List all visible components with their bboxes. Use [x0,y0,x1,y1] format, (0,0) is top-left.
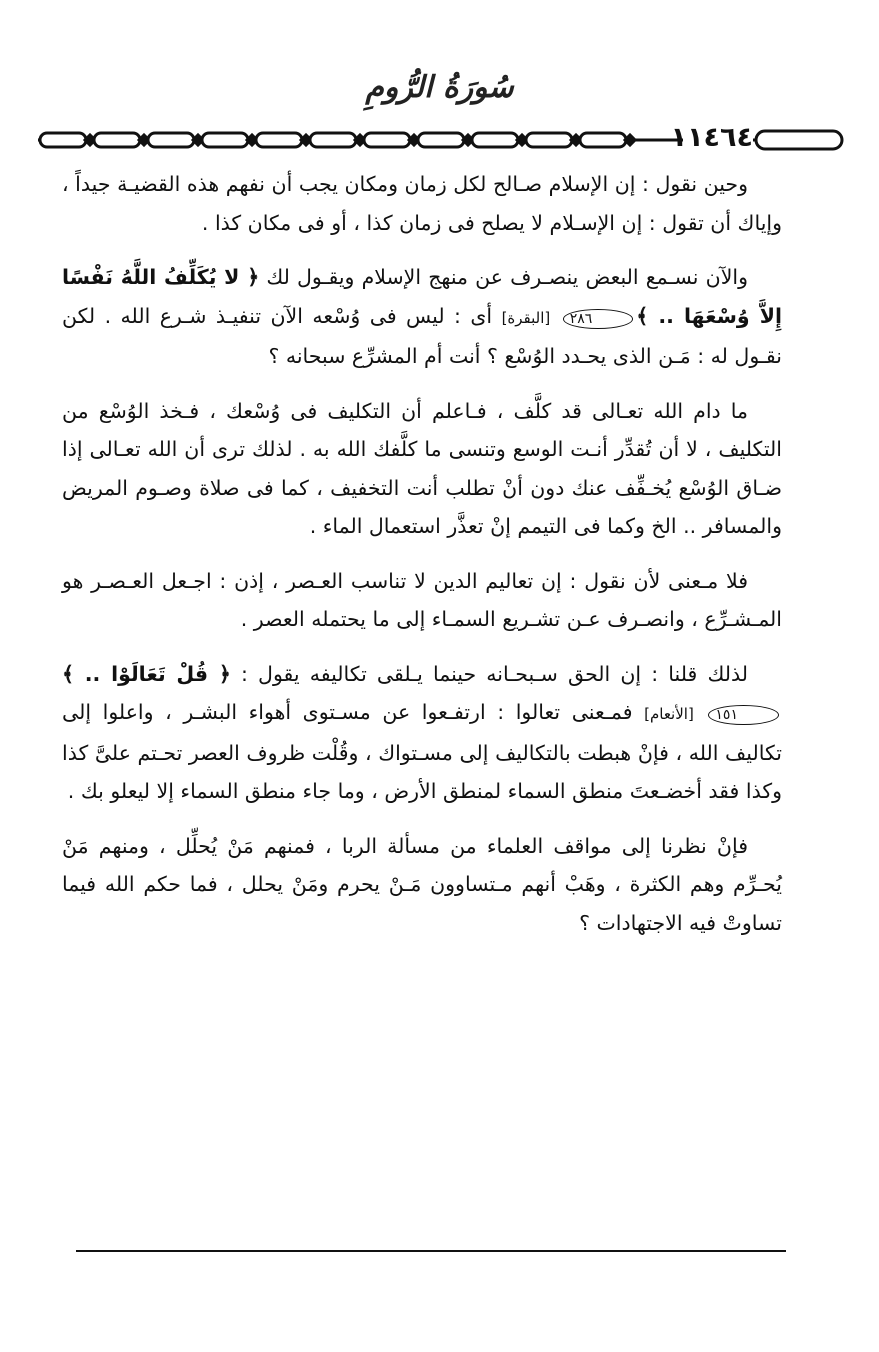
main-text [62,165,782,958]
chain-link [40,133,86,147]
surah-reference: [الأنعام] [644,705,694,723]
paragraph-text: فمـعنى تعالوا : ارتفـعوا عن مسـتوى أهواء البشـر ، واعلوا إلى تكاليف الله ، فإنْ هبطت بالتكاليف إلى مسـتواك ، وقُلْت ظروف العصر تحـتم علىَّ كذا وكذا فقد أخضـعتَ منطق السماء لمنطق الأرض ، وما جاء منطق السماء إلا ليعلو بك . [62,700,782,803]
page-number: ١١٤٦٤ [683,118,753,158]
surah-reference: [البقرة] [501,308,551,327]
paragraph-text: ما دام الله تعـالى قد كلَّف ، فـاعلم أن التكليف فى وُسْعك ، فـخذ الوُسْع من التكليف ، لا أن تُقدِّر أنـت الوسع وتنسى ما كلَّفك الله به . لذلك ترى أن الله تعـالى إذا ضـاق الوُسْع يُخـفِّف عنك دون أنْ تطلب أنت التخفيف ، كما فى صلاة وصـوم المريض والمسافر .. الخ وكما فى التيمم إنْ تعذَّر استعمال الماء . [62,398,782,538]
chain-link [202,133,248,147]
chain-link [418,133,464,147]
chain-link [472,133,518,147]
quran-verse: ﴿ قُلْ تَعَالَوْا .. ﴾ [62,661,231,686]
paragraph [62,258,782,376]
paragraph-text: والآن نسـمع البعض ينصـرف عن منهج الإسلام ويقـول لك [259,265,748,289]
footer-rule [76,1250,786,1252]
chain-link [256,133,302,147]
chain-link [526,133,572,147]
ayah-number: ٢٨٦ [563,309,634,329]
chain-link [310,133,356,147]
paragraph [62,165,782,242]
quran-verse: ﴿ لا يُكَلِّفُ اللَّهُ نَفْسًا إِلاَّ وُسْعَهَا .. ﴾ [62,265,782,328]
paragraph [62,562,782,639]
ayah-number: ١٥١ [708,705,779,725]
paragraph-text: فإنْ نظرنا إلى مواقف العلماء من مسألة الربا ، فمنهم مَنْ يُحلِّل ، ومنهم مَنْ يُحـرِّم وهم الكثرة ، وهَبْ أنهم مـتساوون مَـنْ يحرم ومَنْ يحلل ، فما حكم الله فيما تساوتْ فيه الاجتهادات ؟ [62,833,782,935]
paragraph-text: فلا مـعنى لأن نقول : إن تعاليم الدين لا تناسب العـصر ، إذن : اجـعل العـصـر هو المـشـرِّع ، وانصـرف عـن تشـريع السمـاء إلى ما يحتمله العصر . [62,568,782,631]
chain-link [364,133,410,147]
paragraph-text: أى : ليس فى وُسْعه الآن تنفيـذ شـرع الله . لكن نقـول له : مَـن الذى يحـدد الوُسْع ؟ أنت أم المشرِّع سبحانه ؟ [62,303,782,368]
paragraph-text: لذلك قلنا : إن الحق سـبحـانه حينما يـلقى تكاليفه يقول : [230,661,748,686]
chain-end-cap [756,131,842,149]
surah-title: سُورَةُ الرُّومِ [365,70,514,105]
chain-link [580,133,626,147]
paragraph-text: وحين نقول : إن الإسلام صـالح لكل زمان ومكان يجب أن نفهم هذه القضيـة جيداً ، وإياك أن تقول : إن الإسـلام لا يصلح فى زمان كذا ، أو فى مكان كذا . [62,172,782,235]
paragraph [62,827,782,943]
chain-diamond [625,135,635,145]
paragraph [62,655,782,811]
chain-link [148,133,194,147]
paragraph [62,392,782,546]
chain-link [94,133,140,147]
